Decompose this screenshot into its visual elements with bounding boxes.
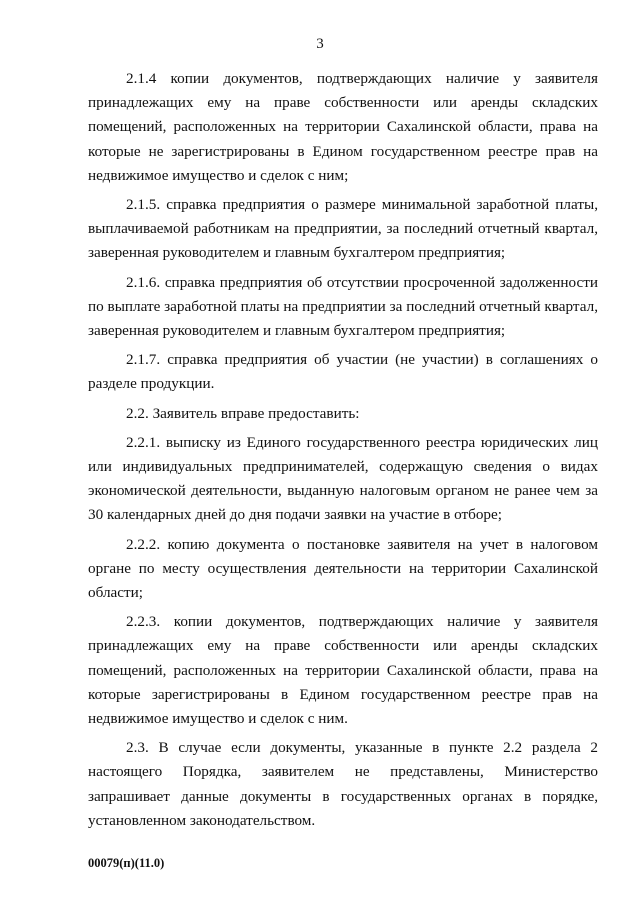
paragraph-2-2-1: 2.2.1. выписку из Единого государственного реестра юридических лиц или индивидуальных предпринимателей, содержащую сведения о видах экономической деятельности, выданную налоговым органом не ранее чем за 30 календарных дней до дня подачи заявки на участие в отборе; [88,433,598,524]
paragraph-2-1-6: 2.1.6. справка предприятия об отсутствии просроченной задолженности по выплате заработной платы на предприятии за последний отчетный квартал, заверенная руководителем и главным бухгалтером предприятия; [88,273,598,340]
page-number: 3 [316,36,324,52]
paragraph-2-1-4: 2.1.4 копии документов, подтверждающих наличие у заявителя принадлежащих ему на праве собственности или аренды складских помещений, расположенных на территории Сахалинской области, права на которые не зарегистрированы в Едином государственном реестре прав на недвижимое имущество и сделок с ним; [88,70,598,184]
document-body [88,67,598,838]
paragraph-2-1-5: 2.1.5. справка предприятия о размере минимальной заработной платы, выплачиваемой работникам на предприятии, за последний отчетный квартал, заверенная руководителем и главным бухгалтером предприятия; [88,196,598,262]
paragraph-2-1-7: 2.1.7. справка предприятия об участии (не участии) в соглашениях о разделе продукции. [88,351,598,393]
paragraph-2-2: 2.2. Заявитель вправе предоставить: [126,404,360,422]
paragraph-2-2-3: 2.2.3. копии документов, подтверждающих наличие у заявителя принадлежащих ему на праве собственности или аренды складских помещений, расположенных на территории Сахалинской области, права на которые зарегистрированы в Едином государственном реестре прав на недвижимое имущество и сделок с ним. [88,613,598,728]
paragraph-2-3: 2.3. В случае если документы, указанные в пункте 2.2 раздела 2 настоящего Порядка, заявителем не представлены, Министерство запрашивает данные документы в государственных органах в порядке, установленном законодательством. [88,739,598,829]
paragraph-2-2-2: 2.2.2. копию документа о постановке заявителя на учет в налоговом органе по месту осуществления деятельности на территории Сахалинской области; [88,535,598,602]
document-code: 00079(п)(11.0) [88,856,165,870]
